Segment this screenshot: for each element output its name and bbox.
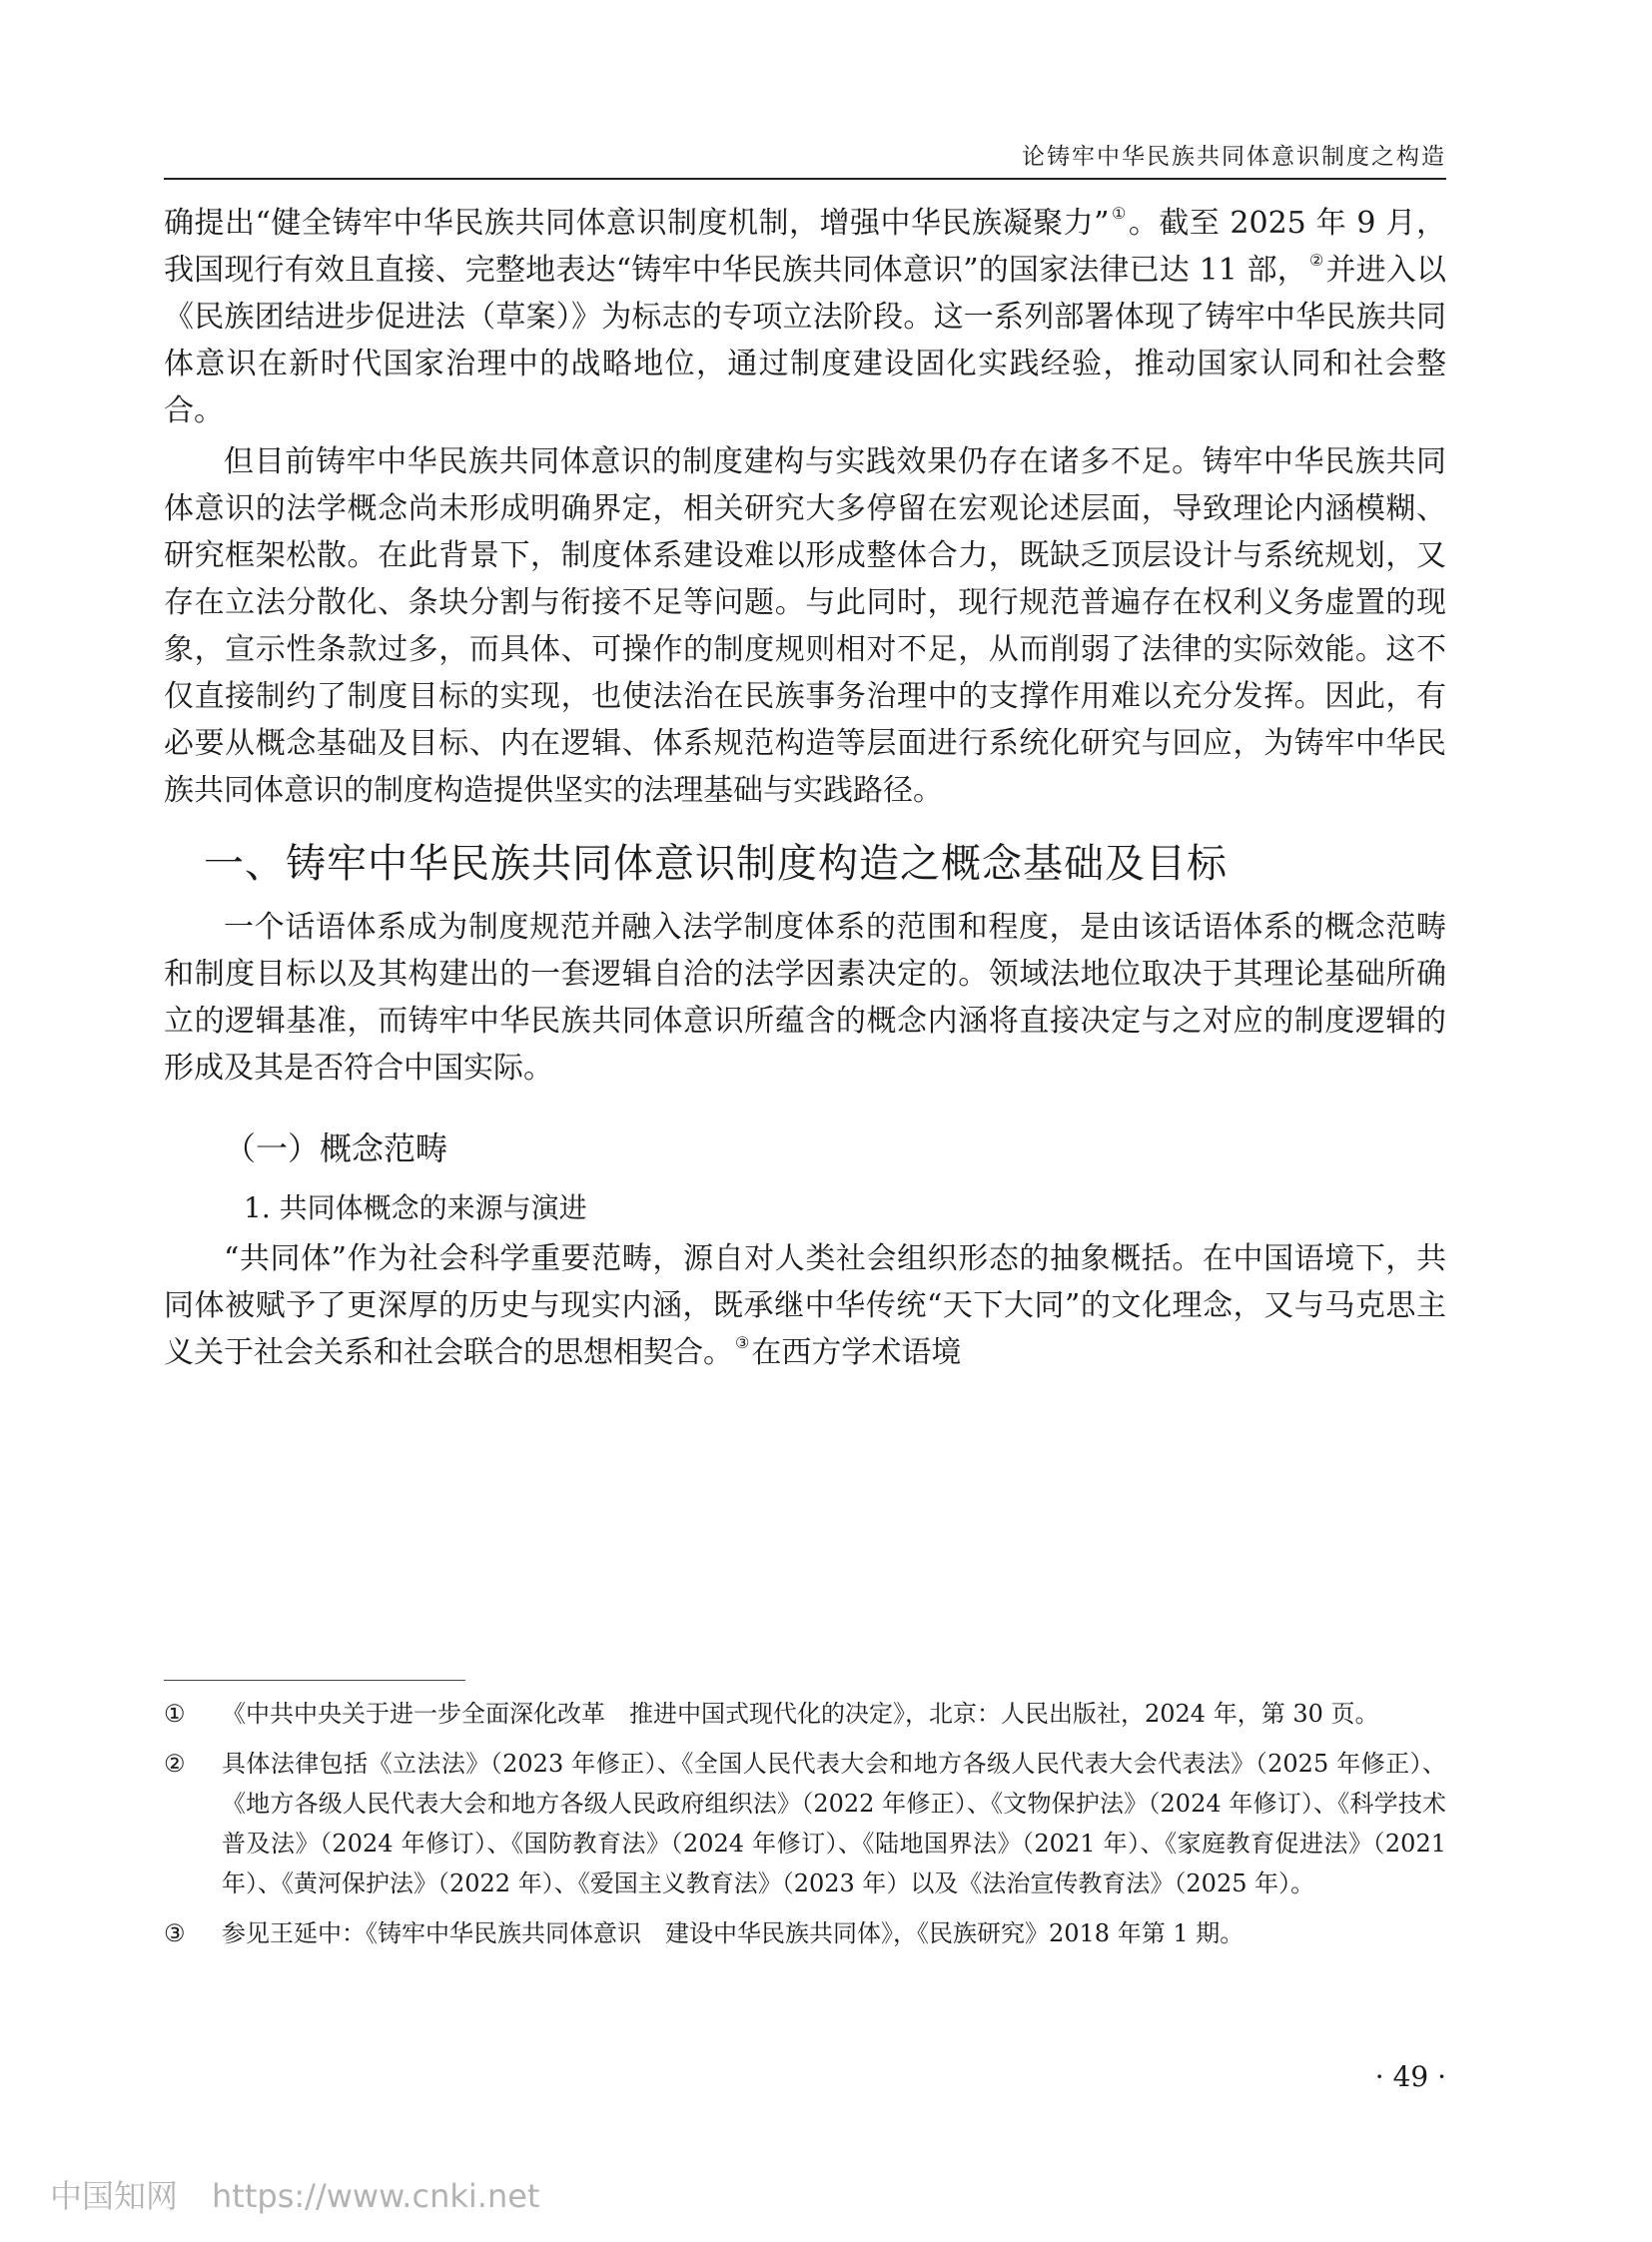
- footnote-mark: ②: [164, 1750, 186, 1778]
- header-rule: [164, 178, 1446, 180]
- footnote-2: [164, 1744, 1446, 1903]
- page-number: · 49 ·: [1374, 2060, 1446, 2093]
- footnote-rule: [164, 1680, 465, 1681]
- subsubsection-heading-1: 1. 共同体概念的来源与演进: [244, 1191, 587, 1224]
- footnotes: [164, 1694, 1446, 1963]
- footnote-ref-3[interactable]: ③: [735, 1333, 750, 1352]
- paragraph-2: 但目前铸牢中华民族共同体意识的制度建构与实践效果仍存在诸多不足。铸牢中华民族共同体意识的法学概念尚未形成明确界定，相关研究大多停留在宏观论述层面，导致理论内涵模糊、研究框架松散。在此背景下，制度体系建设难以形成整体合力，既缺乏顶层设计与系统规划，又存在立法分散化、条块分割与衔接不足等问题。与此同时，现行规范普遍存在权利义务虚置的现象，宣示性条款过多，而具体、可操作的制度规则相对不足，从而削弱了法律的实际效能。这不仅直接制约了制度目标的实现，也使法治在民族事务治理中的支撑作用难以充分发挥。因此，有必要从概念基础及目标、内在逻辑、体系规范构造等层面进行系统化研究与回应，为铸牢中华民族共同体意识的制度构造提供坚实的法理基础与实践路径。: [164, 444, 1446, 808]
- paragraph-1-part-3: 并进入以《民族团结进步促进法（草案）》为标志的专项立法阶段。这一系列部署体现了铸牢中华民族共同体意识在新时代国家治理中的战略地位，通过制度建设固化实践经验，推动国家认同和社会整合。: [164, 253, 1447, 428]
- cnki-watermark: [50, 2171, 573, 2217]
- footnote-text: 具体法律包括《立法法》（2023 年修正）、《全国人民代表大会和地方各级人民代表大会代表法》（2025 年修正）、《地方各级人民代表大会和地方各级人民政府组织法》（2022 年修正）、《文物保护法》（2024 年修订）、《科学技术普及法》（2024 年修订）、《国防教育法》（2024 年修订）、《陆地国界法》（2021 年）、《家庭教育促进法》（2021 年）、《黄河保护法》（2022 年）、《爱国主义教育法》（2023 年）以及《法治宣传教育法》（2025 年）。: [222, 1750, 1446, 1897]
- footnote-text: 《中共中央关于进一步全面深化改革 推进中国式现代化的决定》，北京：人民出版社，2024 年，第 30 页。: [222, 1700, 1379, 1728]
- paragraph-4: [164, 1235, 1446, 1376]
- footnote-3: [164, 1913, 1446, 1953]
- running-header-title: 论铸牢中华民族共同体意识制度之构造: [1022, 144, 1446, 170]
- subsection-heading-1: （一）概念范畴: [224, 1129, 448, 1167]
- footnote-1: [164, 1694, 1446, 1734]
- footnote-mark: ③: [164, 1919, 186, 1947]
- watermark-url: https://www.cnki.net: [212, 2177, 540, 2215]
- paragraph-4-part-2: 在西方学术语境: [751, 1335, 962, 1370]
- paragraph-1-part-2: 。截至 2025 年 9 月，我国现行有效且直接、完整地表达“铸牢中华民族共同体意识”的国家法律已达 11 部，: [164, 206, 1446, 288]
- paragraph-1-part-1: 确提出“健全铸牢中华民族共同体意识制度机制，增强中华民族凝聚力”: [164, 206, 1110, 241]
- paragraph-1: [164, 200, 1446, 434]
- body-text: [164, 200, 1446, 1376]
- footnote-text: 参见王延中：《铸牢中华民族共同体意识 建设中华民族共同体》，《民族研究》2018 年第 1 期。: [222, 1919, 1244, 1947]
- paragraph-4-part-1: “共同体”作为社会科学重要范畴，源自对人类社会组织形态的抽象概括。在中国语境下，共同体被赋予了更深厚的历史与现实内涵，既承继中华传统“天下大同”的文化理念，又与马克思主义关于社会关系和社会联合的思想相契合。: [164, 1241, 1446, 1370]
- footnote-ref-1[interactable]: ①: [1111, 204, 1127, 223]
- footnote-ref-2[interactable]: ②: [1308, 251, 1324, 270]
- watermark-brand: 中国知网: [50, 2177, 179, 2215]
- footnote-mark: ①: [164, 1700, 186, 1728]
- paragraph-3: 一个话语体系成为制度规范并融入法学制度体系的范围和程度，是由该话语体系的概念范畴和制度目标以及其构建出的一套逻辑自洽的法学因素决定的。领域法地位取决于其理论基础所确立的逻辑基准，而铸牢中华民族共同体意识所蕴含的概念内涵将直接决定与之对应的制度逻辑的形成及其是否符合中国实际。: [164, 910, 1446, 1086]
- section-heading-1: 一、铸牢中华民族共同体意识制度构造之概念基础及目标: [204, 841, 1228, 887]
